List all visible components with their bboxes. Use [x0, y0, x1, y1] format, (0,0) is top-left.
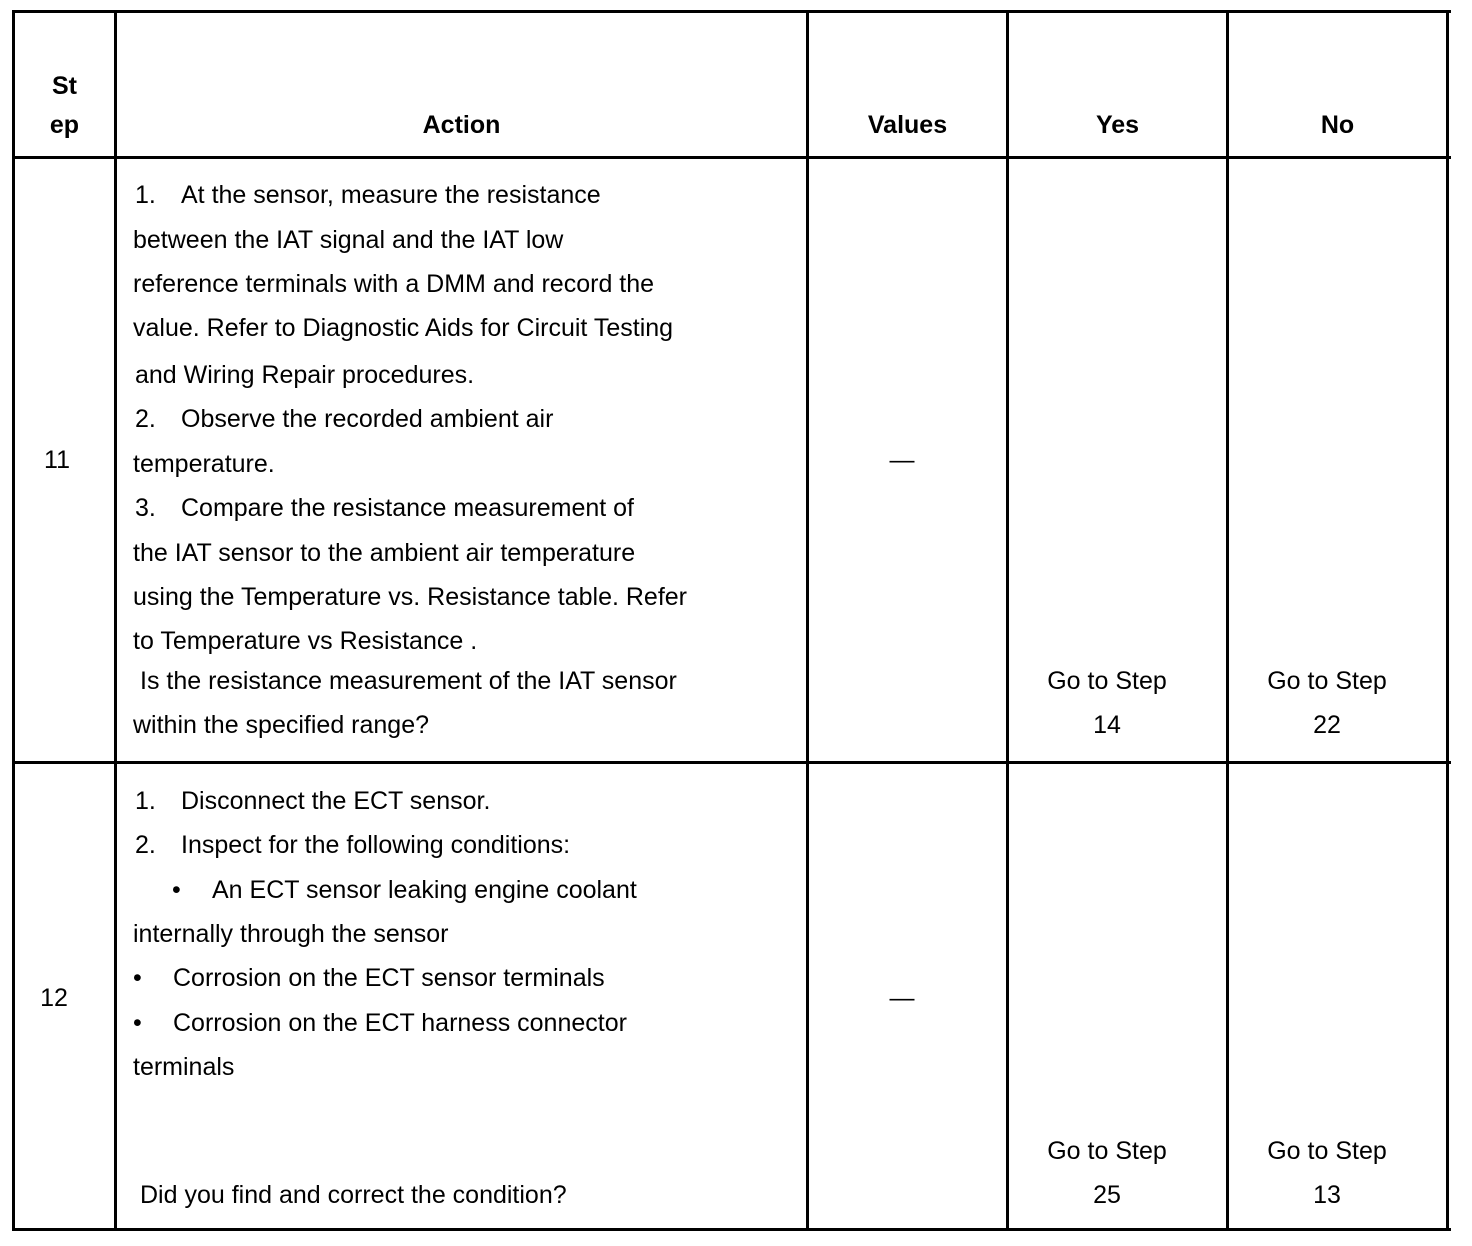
item-number: 2. [135, 831, 156, 859]
row-divider [12, 761, 1451, 764]
bullet: • [172, 876, 181, 904]
table-border-top [12, 10, 1451, 13]
no-target-step: 13 [1313, 1181, 1341, 1209]
step-number: 12 [40, 984, 68, 1012]
yes-target: Go to Step [1047, 1137, 1167, 1165]
action-item-1 [135, 787, 490, 815]
action-text-line: value. Refer to Diagnostic Aids for Circuit Testing [133, 314, 674, 342]
item-number: 1. [135, 181, 156, 209]
values-cell: — [889, 446, 915, 474]
col-divider-values [1006, 10, 1009, 1231]
condition-text: Corrosion on the ECT harness connector [173, 1009, 627, 1037]
header-action: Action [422, 111, 501, 139]
header-no: No [1320, 111, 1355, 139]
bullet: • [133, 964, 142, 992]
step-number: 11 [44, 446, 70, 474]
action-text: Observe the recorded ambient air [181, 405, 554, 433]
action-text: Disconnect the ECT sensor. [181, 787, 491, 815]
action-text-line: the IAT sensor to the ambient air temperature [133, 539, 636, 567]
table-border-left [12, 10, 15, 1231]
action-text-line: and Wiring Repair procedures. [135, 361, 475, 389]
action-text: Compare the resistance measurement of [181, 494, 634, 522]
col-divider-action [806, 10, 809, 1231]
condition-text: An ECT sensor leaking engine coolant [212, 876, 637, 904]
condition-text-line: internally through the sensor [133, 920, 449, 948]
no-target-step: 22 [1313, 711, 1341, 739]
no-target: Go to Step [1267, 1137, 1387, 1165]
header-step-line2: ep [49, 111, 80, 139]
col-divider-step [114, 10, 117, 1231]
item-number: 3. [135, 494, 156, 522]
action-text: Inspect for the following conditions: [181, 831, 571, 859]
action-item-3 [135, 494, 634, 522]
bullet: • [133, 1009, 142, 1037]
action-question-line: within the specified range? [133, 711, 430, 739]
condition-bullet-2 [133, 964, 605, 992]
action-question: Is the resistance measurement of the IAT sensor [140, 667, 677, 695]
action-question: Did you find and correct the condition? [140, 1181, 567, 1209]
values-cell: — [889, 984, 915, 1012]
condition-text: Corrosion on the ECT sensor terminals [173, 964, 605, 992]
action-text-line: using the Temperature vs. Resistance table. Refer [133, 583, 687, 611]
table-border-bottom [12, 1228, 1451, 1231]
condition-bullet-1 [172, 876, 637, 904]
header-step-line1: St [52, 72, 77, 100]
action-item-2 [135, 405, 553, 433]
table-border-right [1446, 10, 1449, 1231]
no-target: Go to Step [1267, 667, 1387, 695]
item-number: 1. [135, 787, 156, 815]
action-item-1 [135, 181, 601, 209]
action-text: At the sensor, measure the resistance [181, 181, 601, 209]
yes-target-step: 25 [1093, 1181, 1121, 1209]
yes-target-step: 14 [1093, 711, 1121, 739]
condition-bullet-3 [133, 1009, 627, 1037]
action-item-2 [135, 831, 570, 859]
action-text-line: between the IAT signal and the IAT low [133, 226, 564, 254]
yes-target: Go to Step [1047, 667, 1167, 695]
condition-text-line: terminals [133, 1053, 235, 1081]
action-text-line: temperature. [133, 450, 275, 478]
item-number: 2. [135, 405, 156, 433]
action-text-line: reference terminals with a DMM and record the [133, 270, 655, 298]
action-text-line: to Temperature vs Resistance . [133, 627, 478, 655]
header-values: Values [867, 111, 948, 139]
header-yes: Yes [1095, 111, 1140, 139]
header-divider [12, 156, 1451, 159]
col-divider-yes [1226, 10, 1229, 1231]
